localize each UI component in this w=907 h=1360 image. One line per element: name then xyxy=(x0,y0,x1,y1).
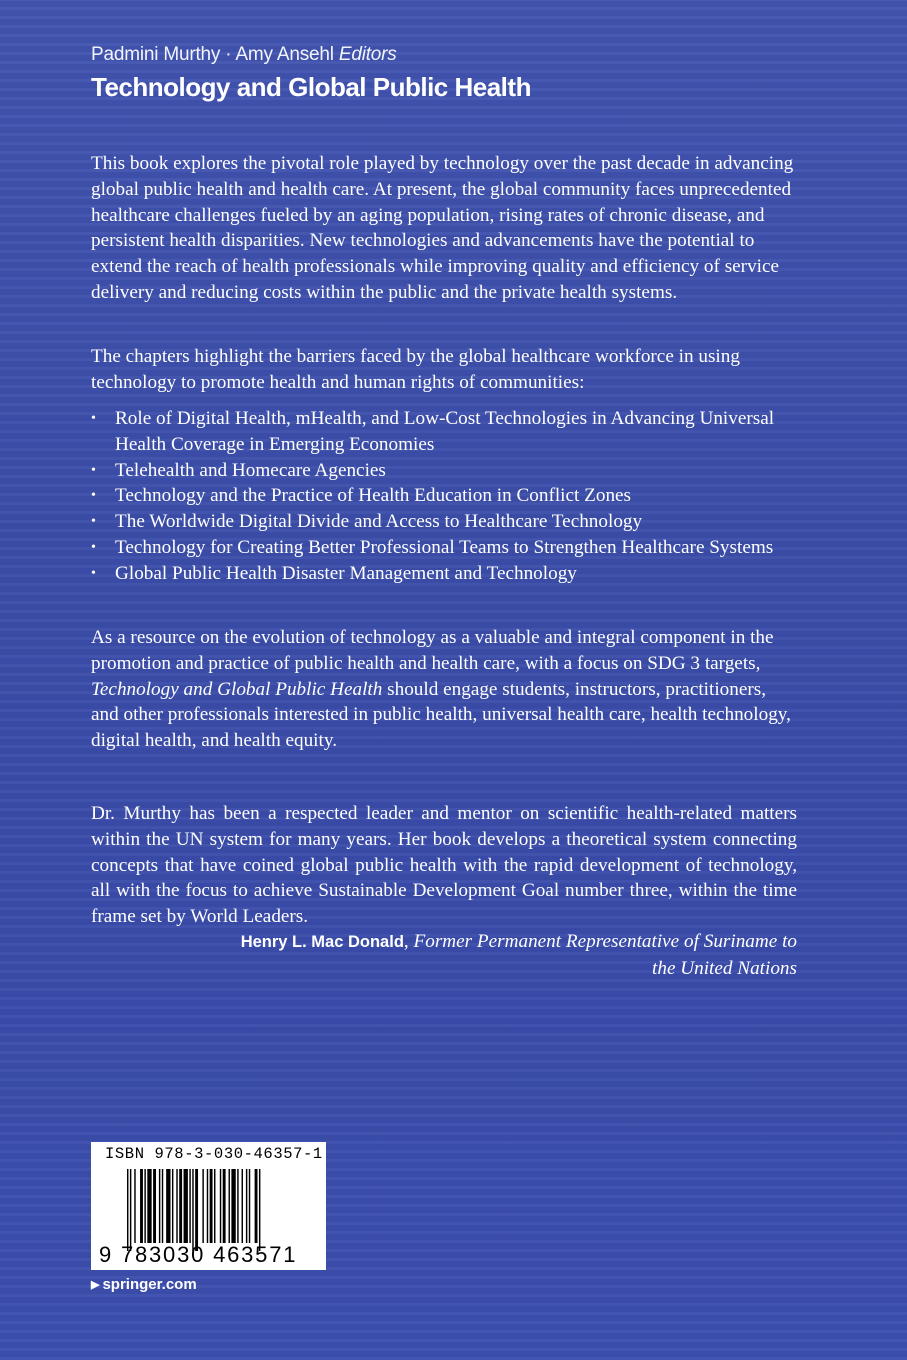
editors-role: Editors xyxy=(338,44,397,65)
description-paragraph-1: This book explores the pivotal role played by technology over the past decade in advancing global public health and health care. At present, the global community faces unprecedented healthcare challenges fueled by an aging population, rising rates of chronic disease, and persistent health disparities. New technologies and advancements have the potential to extend the reach of health professionals while improving quality and efficiency of service delivery and reducing costs within the public and the private health systems. xyxy=(91,153,794,303)
barcode-bar xyxy=(153,1169,156,1243)
bullet-icon: • xyxy=(91,514,96,530)
description-paragraph-2: The chapters highlight the barriers faced by the global healthcare workforce in using technology to promote health and human rights of communities: xyxy=(91,346,740,393)
description-paragraph-3: As a resource on the evolution of technology as a valuable and integral component in the promotion and practice of public health and health care, with a focus on SDG 3 targets, Technology and Global Public Health should engage students, instructors, practitioners, and other professionals interested in public health, universal health care, health technology, digital health, and health equity. xyxy=(91,627,791,752)
barcode-bar xyxy=(195,1169,198,1251)
editor-names: Padmini Murthy · Amy Ansehl xyxy=(91,44,334,65)
publisher-url: springer.com xyxy=(102,1276,197,1293)
barcode-bar xyxy=(179,1169,182,1243)
barcode-bar xyxy=(231,1169,235,1243)
barcode-bar xyxy=(242,1169,243,1243)
endorsement-quote: Dr. Murthy has been a respected leader and mentor on scientific health-related matters within the UN system for many years. Her book develops a theoretical system connecting concepts that have coined global public health with the rapid development of technology, all with the focus to achieve Sustainable Development Goal number three, within the time frame set by World Leaders. xyxy=(91,803,797,928)
barcode-bar xyxy=(223,1169,226,1243)
barcode-bar xyxy=(220,1169,221,1243)
publisher-link[interactable] xyxy=(91,1276,197,1293)
barcode-bar xyxy=(214,1169,215,1243)
list-item: • Telehealth and Homecare Agencies xyxy=(91,458,797,484)
editors-line xyxy=(91,44,397,66)
barcode-bar xyxy=(229,1169,230,1243)
barcode-bar xyxy=(140,1169,143,1243)
barcode-bar xyxy=(246,1169,247,1243)
bullet-icon: • xyxy=(91,539,96,555)
list-item: • Technology and the Practice of Health Education in Conflict Zones xyxy=(91,483,797,509)
arrow-right-icon: ▶ xyxy=(91,1279,100,1291)
barcode-bar xyxy=(237,1169,238,1243)
barcode-bar xyxy=(166,1169,170,1243)
barcode-bar xyxy=(159,1169,160,1243)
barcode-bar xyxy=(176,1169,177,1243)
book-title-italic: Technology and Global Public Health xyxy=(91,678,383,700)
barcode-bar xyxy=(134,1169,135,1243)
book-title: Technology and Global Public Health xyxy=(91,72,531,102)
list-item: • Technology for Creating Better Professional Teams to Strengthen Healthcare Systems xyxy=(91,535,797,561)
bullet-icon: • xyxy=(91,411,96,426)
barcode-bar xyxy=(192,1169,193,1251)
barcode-bar xyxy=(144,1169,145,1243)
barcode-bar xyxy=(127,1169,128,1251)
chapter-topics-list xyxy=(91,406,797,587)
barcode-bar xyxy=(259,1169,260,1251)
list-item: • Global Public Health Disaster Management and Technology xyxy=(91,561,797,587)
author-title: Former Permanent Representative of Suriname to the United Nations xyxy=(413,931,797,979)
bullet-icon: • xyxy=(91,488,96,504)
bullet-icon: • xyxy=(91,565,96,581)
barcode-digits: 9 783030 463571 xyxy=(99,1242,298,1267)
barcode-bar xyxy=(249,1169,250,1243)
barcode-bar xyxy=(172,1169,173,1243)
barcode-bar xyxy=(189,1169,190,1243)
isbn-barcode xyxy=(91,1142,326,1270)
barcode-bar xyxy=(147,1169,151,1243)
list-item: • Role of Digital Health, mHealth, and Low-Cost Technologies in Advancing Universal Health Coverage in Emerging Economies xyxy=(91,408,775,455)
barcode-bar xyxy=(210,1169,213,1243)
isbn-label: ISBN 978-3-030-46357-1 xyxy=(105,1145,323,1163)
barcode-bar xyxy=(184,1169,188,1243)
barcode-bars-icon xyxy=(127,1169,313,1251)
list-item: • The Worldwide Digital Divide and Access to Healthcare Technology xyxy=(91,509,797,535)
barcode-bar xyxy=(202,1169,203,1243)
endorsement-author: Henry L. Mac Donald, Former Permanent Representative of Suriname to the United Nations xyxy=(240,931,797,979)
barcode-bar xyxy=(162,1169,163,1243)
author-name: Henry L. Mac Donald xyxy=(240,933,404,951)
barcode-bar xyxy=(130,1169,131,1251)
barcode-bar xyxy=(207,1169,208,1243)
barcode-bar xyxy=(255,1169,258,1243)
bullet-icon: • xyxy=(91,462,96,478)
